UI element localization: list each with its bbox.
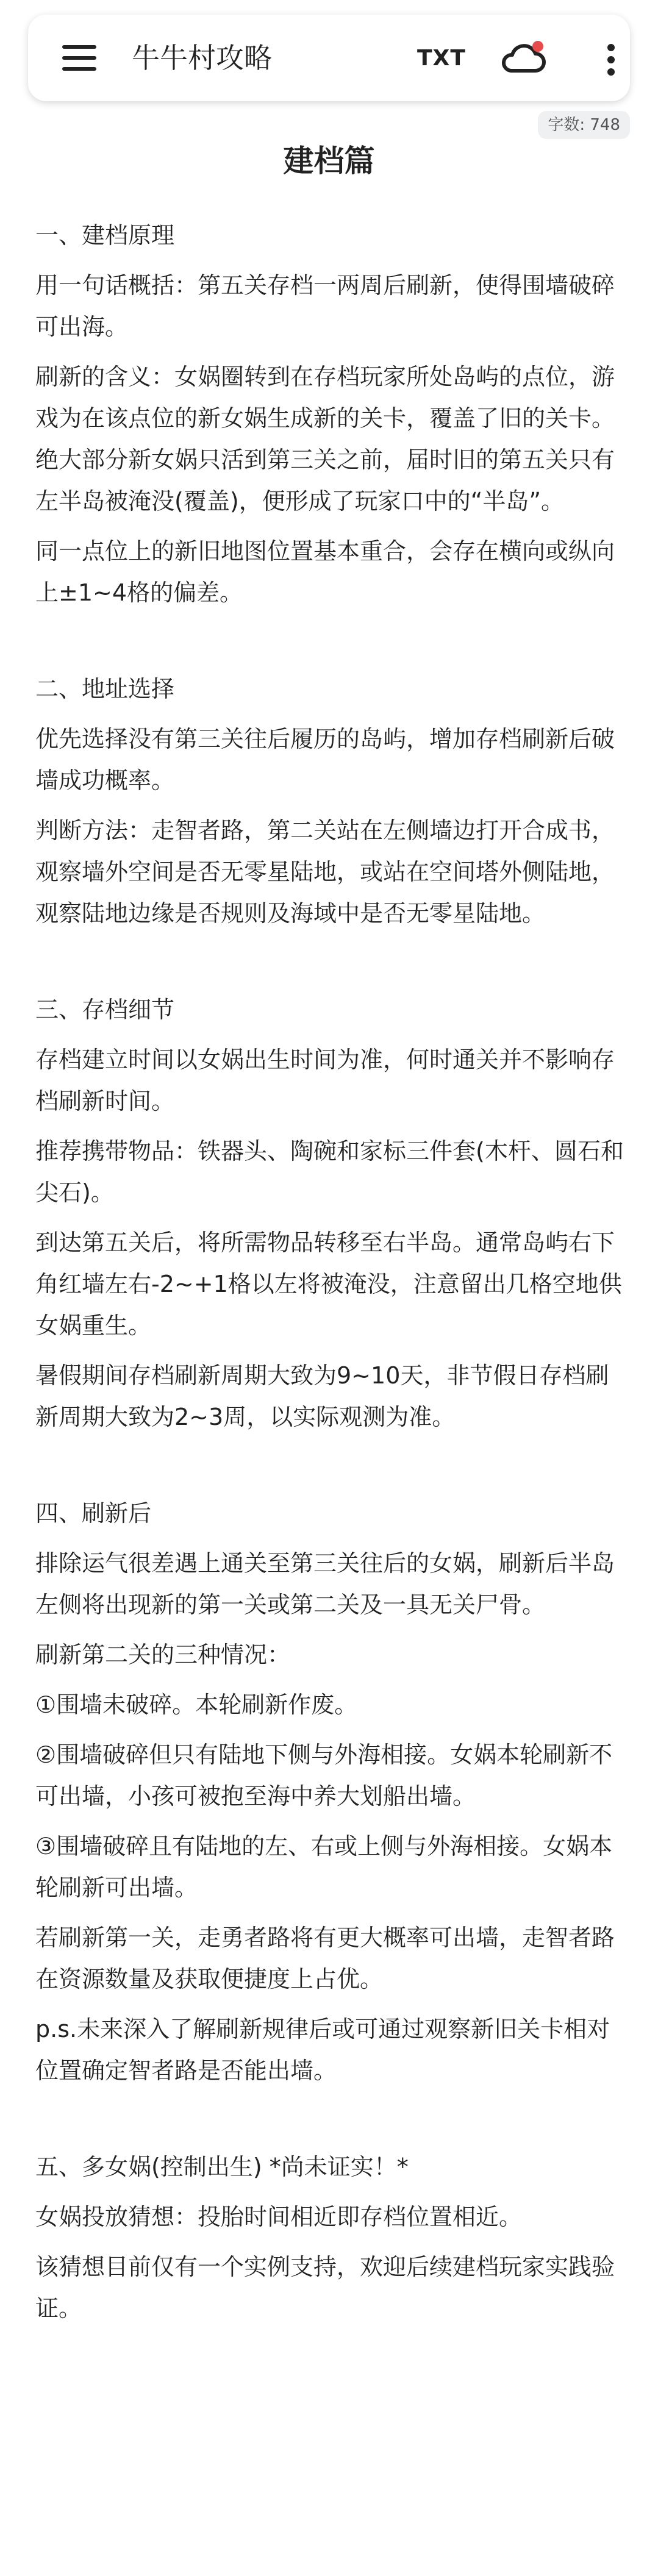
paragraph: 存档建立时间以女娲出生时间为准，何时通关并不影响存档刷新时间。 xyxy=(35,1046,615,1115)
paragraph: 刷新第二关的三种情况： xyxy=(35,1641,291,1668)
paragraph: ②围墙破碎但只有陆地下侧与外海相接。女娲本轮刷新不可出墙，小孩可被抱至海中养大划船出墙。 xyxy=(35,1741,613,1810)
section-heading: 二、地址选择 xyxy=(35,676,175,702)
paragraph: 同一点位上的新旧地图位置基本重合，会存在横向或纵向上±1~4格的偏差。 xyxy=(35,538,615,606)
paragraph: 优先选择没有第三关往后履历的岛屿，增加存档刷新后破墙成功概率。 xyxy=(35,726,615,794)
paragraph: p.s.未来深入了解刷新规律后或可通过观察新旧关卡相对位置确定智者路是否能出墙。 xyxy=(35,2016,610,2084)
more-options-icon[interactable] xyxy=(600,43,622,77)
txt-export-button[interactable]: TXT xyxy=(417,46,466,71)
section-heading: 四、刷新后 xyxy=(35,1500,152,1527)
paragraph: 暑假期间存档刷新周期大致为9~10天，非节假日存档刷新周期大致为2~3周，以实际观测为准。 xyxy=(35,1362,609,1430)
section-heading: 三、存档细节 xyxy=(35,996,175,1023)
section-gap xyxy=(35,943,627,989)
paragraph: ①围墙未破碎。本轮刷新作废。 xyxy=(35,1691,358,1718)
paragraph: 排除运气很差遇上通关至第三关往后的女娲，刷新后半岛左侧将出现新的第一关或第二关及一具无关尸骨。 xyxy=(35,1550,615,1618)
paragraph: 判断方法：走智者路，第二关站在左侧墙边打开合成书，观察墙外空间是否无零星陆地，或站在空间塔外侧陆地，观察陆地边缘是否规则及海域中是否无零星陆地。 xyxy=(35,817,615,927)
document-body xyxy=(35,215,627,2338)
paragraph: 刷新的含义：女娲圈转到在存档玩家所处岛屿的点位，游戏为在该点位的新女娲生成新的关卡，覆盖了旧的关卡。绝大部分新女娲只活到第三关之前，届时旧的第五关只有左半岛被淹没(覆盖)，便形成了玩家口中的“半岛”。 xyxy=(35,363,615,515)
paragraph: ③围墙破碎且有陆地的左、右或上侧与外海相接。女娲本轮刷新可出墙。 xyxy=(35,1833,613,1901)
paragraph: 该猜想目前仅有一个实例支持，欢迎后续建档玩家实践验证。 xyxy=(35,2253,615,2322)
section-heading: 五、多女娲(控制出生) *尚未证实！* xyxy=(35,2153,409,2180)
cloud-sync-icon[interactable] xyxy=(500,39,549,78)
paragraph: 若刷新第一关，走勇者路将有更大概率可出墙，走智者路在资源数量及获取便捷度上占优。 xyxy=(35,1924,615,1993)
paragraph: 用一句话概括：第五关存档一两周后刷新，使得围墙破碎可出海。 xyxy=(35,272,615,340)
hamburger-menu-icon[interactable] xyxy=(62,44,96,72)
notification-dot xyxy=(532,41,543,52)
paragraph: 女娲投放猜想：投胎时间相近即存档位置相近。 xyxy=(35,2203,523,2230)
paragraph: 推荐携带物品：铁器头、陶碗和家标三件套(木杆、圆石和尖石)。 xyxy=(35,1138,624,1206)
top-app-bar xyxy=(28,15,630,101)
paragraph: 到达第五关后，将所需物品转移至右半岛。通常岛屿右下角红墙左右-2~+1格以左将被淹没，注意留出几格空地供女娲重生。 xyxy=(35,1229,622,1339)
section-gap xyxy=(35,622,627,668)
app-title: 牛牛村攻略 xyxy=(132,41,272,74)
section-gap xyxy=(35,1446,627,1493)
document-title: 建档篇 xyxy=(283,143,375,179)
section-heading: 一、建档原理 xyxy=(35,222,175,249)
word-count-badge: 字数: 748 xyxy=(538,111,630,139)
section-gap xyxy=(35,2100,627,2146)
